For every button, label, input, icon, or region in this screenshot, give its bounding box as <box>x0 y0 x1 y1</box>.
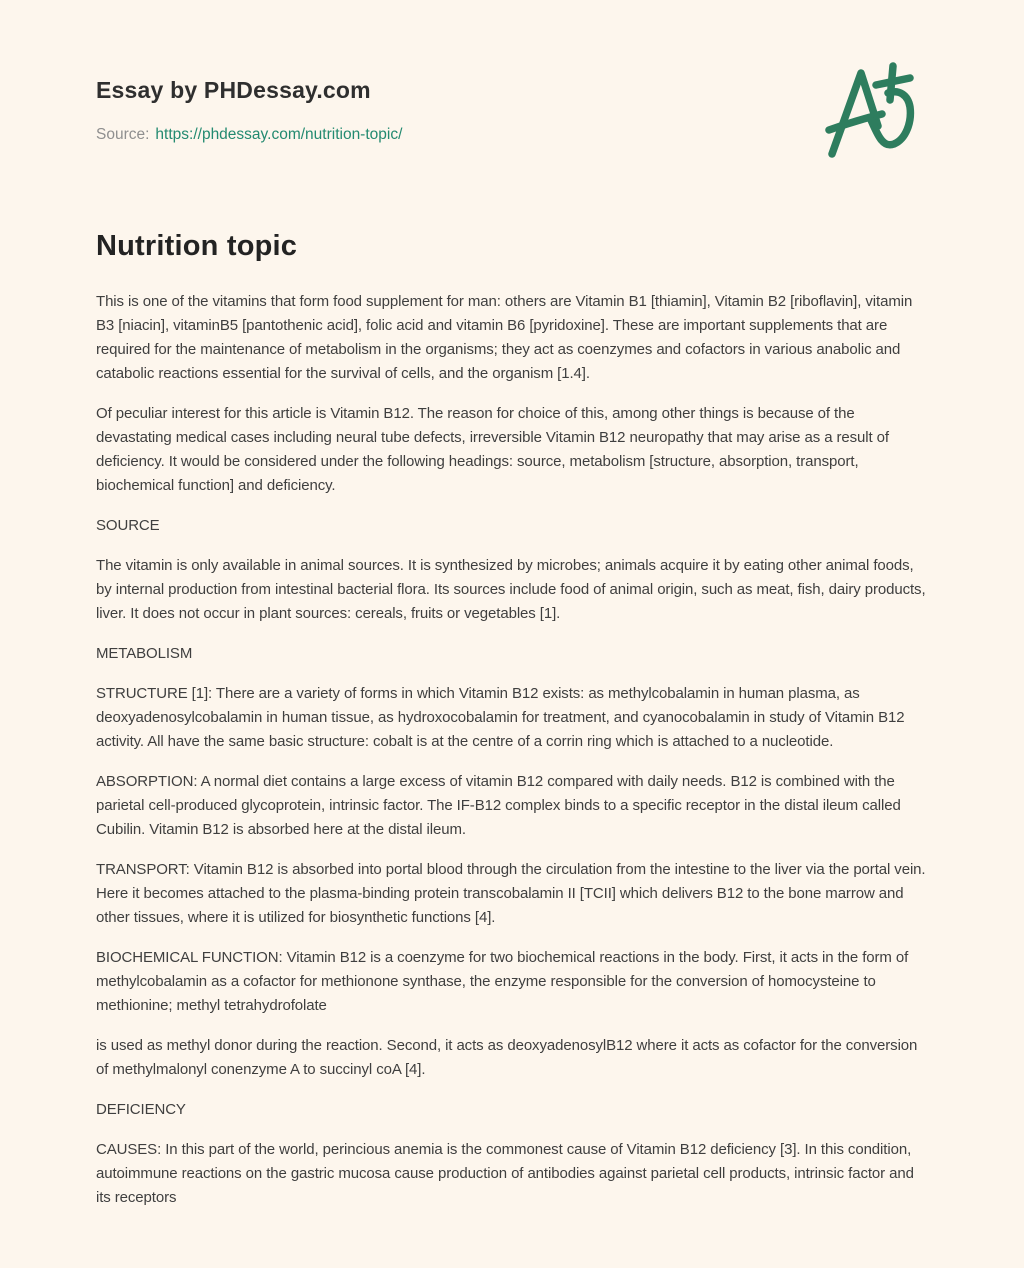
source-line <box>96 124 928 146</box>
essay-content <box>96 228 928 1210</box>
essay-paragraph-causes: CAUSES: In this part of the world, perincious anemia is the commonest cause of Vitamin B12 deficiency [3]. In this condition, autoimmune reactions on the gastric mucosa cause production of antibodies against parietal cell products, intrinsic factor and its receptors <box>96 1141 914 1206</box>
source-label: Source: <box>96 126 150 143</box>
essay-paragraph-intro: This is one of the vitamins that form food supplement for man: others are Vitamin B1 [thiamin], Vitamin B2 [riboflavin], vitamin B3 [niacin], vitaminB5 [pantothenic acid], folic acid and vitamin B6 [pyridoxine]. These are important supplements that are required for the maintenance of metabolism in the organisms; they act as coenzymes and cofactors in various anabolic and catabolic reactions essential for the survival of cells, and the organism [1.4]. <box>96 293 913 382</box>
source-link[interactable]: https://phdessay.com/nutrition-topic/ <box>155 126 403 143</box>
essay-paragraph-structure: STRUCTURE [1]: There are a variety of forms in which Vitamin B12 exists: as methylcobalamin in human plasma, as deoxyadenosylcobalamin in human tissue, as hydroxocobalamin for treatment, and cyanocobalamin in study of Vitamin B12 activity. All have the same basic structure: cobalt is at the centre of a corrin ring which is attached to a nucleotide. <box>96 685 905 750</box>
phdessay-a-plus-logo-icon <box>820 58 924 168</box>
section-heading-source: SOURCE <box>96 517 160 534</box>
essay-paragraph-interest: Of peculiar interest for this article is Vitamin B12. The reason for choice of this, among other things is because of the devastating medical cases including neural tube defects, irreversible Vitamin B12 neuropathy that may arise as a result of deficiency. It would be considered under the following headings: source, metabolism [structure, absorption, transport, biochemical function] and deficiency. <box>96 405 889 494</box>
essay-title: Nutrition topic <box>96 230 298 262</box>
section-heading-deficiency: DEFICIENCY <box>96 1101 186 1118</box>
essay-paragraph-biochemical-function-cont: is used as methyl donor during the reaction. Second, it acts as deoxyadenosylB12 where it acts as cofactor for the conversion of methylmalonyl conenzyme A to succinyl coA [4]. <box>96 1037 918 1078</box>
page-header <box>96 76 928 146</box>
essay-paragraph-transport: TRANSPORT: Vitamin B12 is absorbed into portal blood through the circulation from the intestine to the liver via the portal vein. Here it becomes attached to the plasma-binding protein transcobalamin II [TCII] which delivers B12 to the bone marrow and other tissues, where it is utilized for biosynthetic functions [4]. <box>96 861 926 926</box>
essay-paragraph-absorption: ABSORPTION: A normal diet contains a large excess of vitamin B12 compared with daily needs. B12 is combined with the parietal cell-produced glycoprotein, intrinsic factor. The IF-B12 complex binds to a specific receptor in the distal ileum called Cubilin. Vitamin B12 is absorbed here at the distal ileum. <box>96 773 901 838</box>
essay-paragraph-source: The vitamin is only available in animal sources. It is synthesized by microbes; animals acquire it by eating other animal foods, by internal production from intestinal bacterial flora. Its sources include food of animal origin, such as meat, fish, dairy products, liver. It does not occur in plant sources: cereals, fruits or vegetables [1]. <box>96 557 926 622</box>
essay-paragraph-biochemical-function: BIOCHEMICAL FUNCTION: Vitamin B12 is a coenzyme for two biochemical reactions in the body. First, it acts in the form of methylcobalamin as a cofactor for methionone synthase, the enzyme responsible for the conversion of homocysteine to methionine; methyl tetrahydrofolate <box>96 949 909 1014</box>
section-heading-metabolism: METABOLISM <box>96 645 193 662</box>
essay-byline: Essay by PHDessay.com <box>96 77 371 103</box>
